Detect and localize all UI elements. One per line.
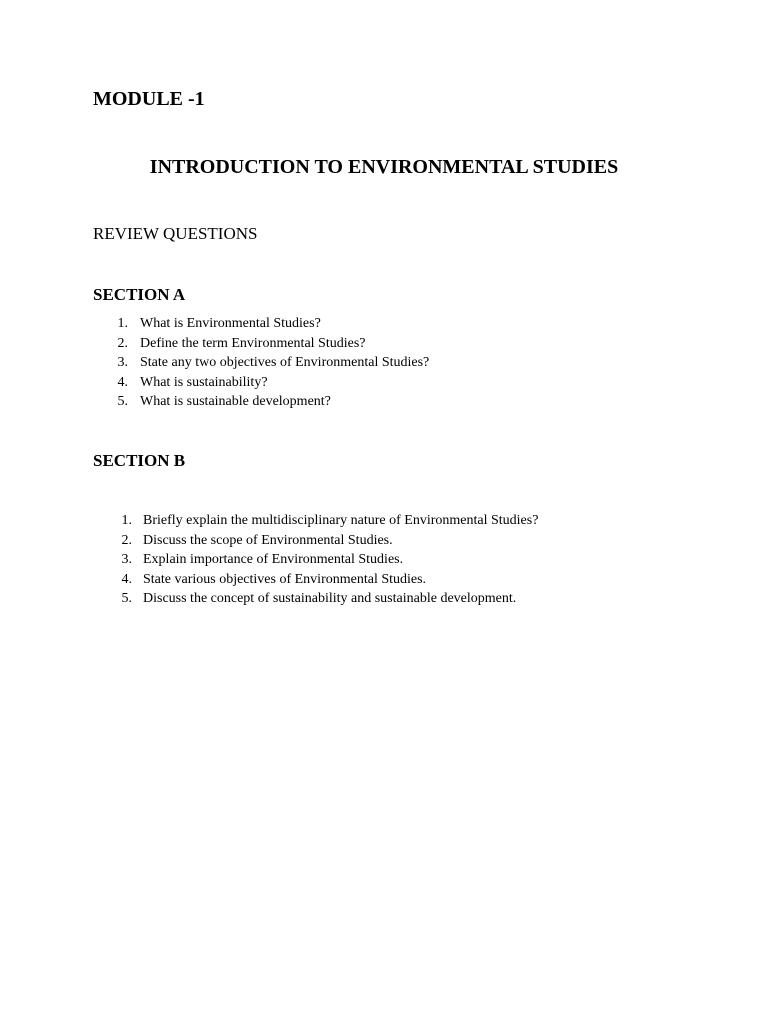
question-number: 2. <box>121 532 132 548</box>
question-number: 4. <box>117 374 128 390</box>
review-questions-heading: REVIEW QUESTIONS <box>93 224 258 243</box>
question-number: 2. <box>117 335 128 351</box>
page-title: INTRODUCTION TO ENVIRONMENTAL STUDIES <box>149 156 619 178</box>
section-a-heading: SECTION A <box>93 285 186 304</box>
question-text: What is Environmental Studies? <box>140 316 321 331</box>
question-text: Briefly explain the multidisciplinary nature of Environmental Studies? <box>143 513 539 528</box>
question-text: Define the term Environmental Studies? <box>140 335 366 351</box>
question-number: 5. <box>117 394 128 409</box>
question-number: 3. <box>117 355 128 370</box>
question-text: Explain importance of Environmental Studies. <box>143 552 404 567</box>
question-text: State any two objectives of Environmental Studies? <box>140 355 430 370</box>
question-number: 3. <box>121 552 132 567</box>
question-text: What is sustainable development? <box>140 394 331 409</box>
question-number: 1. <box>121 513 132 528</box>
question-number: 1. <box>117 316 128 331</box>
section-b-heading: SECTION B <box>93 451 186 470</box>
question-text: Discuss the scope of Environmental Studies. <box>143 532 393 548</box>
question-text: What is sustainability? <box>140 374 268 390</box>
question-text: Discuss the concept of sustainability and sustainable development. <box>143 591 517 606</box>
module-title: MODULE -1 <box>93 88 205 110</box>
question-number: 5. <box>121 591 132 606</box>
question-text: State various objectives of Environmental Studies. <box>143 571 427 587</box>
question-number: 4. <box>121 571 132 587</box>
